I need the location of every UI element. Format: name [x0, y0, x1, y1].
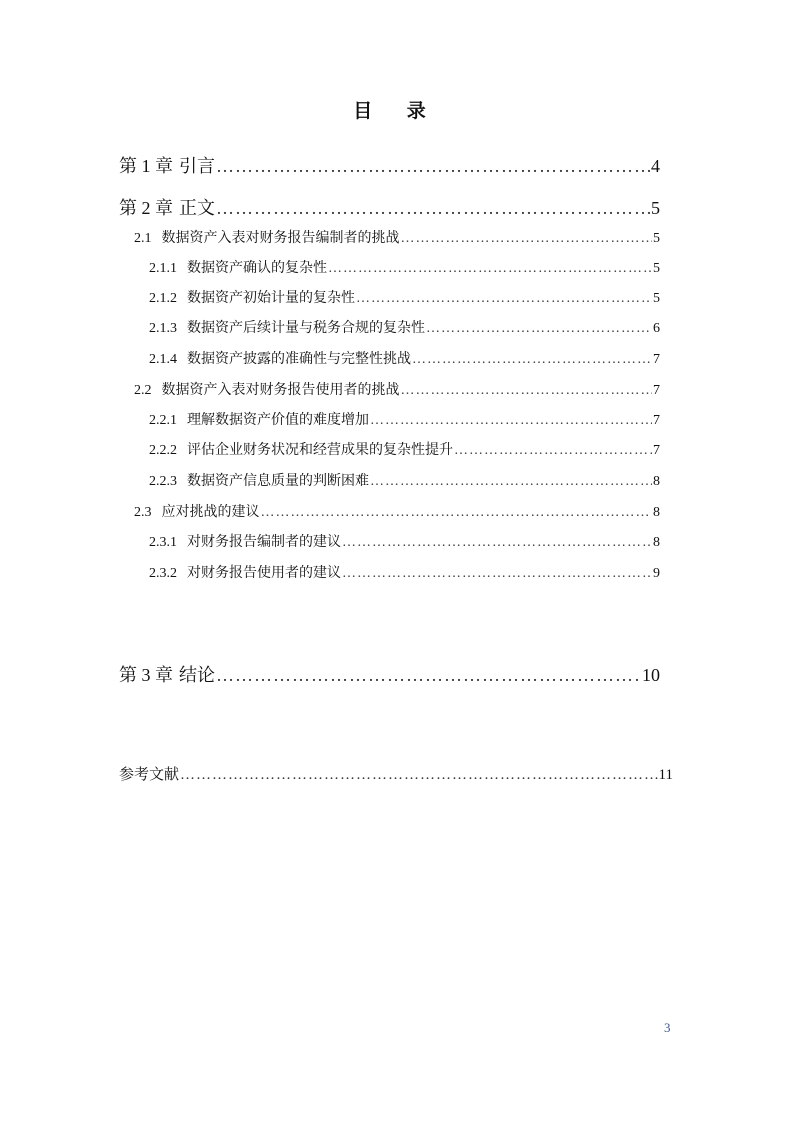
toc-entry-title: 数据资产入表对财务报告使用者的挑战	[161, 382, 400, 398]
dot-leader	[370, 474, 652, 490]
toc-entry-title: 数据资产披露的准确性与完整性挑战	[187, 351, 411, 367]
toc-entry-number: 2.1.4	[149, 352, 177, 367]
toc-entry-number: 2.2.1	[149, 413, 177, 428]
toc-entry[interactable]	[149, 348, 660, 368]
toc-entry[interactable]	[149, 257, 660, 277]
toc-entry-number: 2.3	[134, 505, 152, 520]
toc-entry-number: 第 2 章	[119, 198, 173, 218]
toc-entry-page: 5	[653, 291, 660, 306]
dot-leader	[426, 321, 652, 337]
toc-entry[interactable]	[119, 763, 673, 784]
toc-entry-page: 7	[653, 443, 660, 458]
toc-entry-number: 2.1.2	[149, 291, 177, 306]
toc-entry[interactable]	[149, 409, 660, 429]
toc-entry-number: 2.2.2	[149, 443, 177, 458]
toc-entry-page: 7	[653, 413, 660, 428]
toc-entry-title: 参考文献	[119, 765, 180, 783]
toc-entry-page: 8	[653, 535, 660, 550]
dot-leader	[216, 665, 641, 686]
toc-entry-page: 8	[653, 505, 660, 520]
toc-entry[interactable]	[119, 661, 660, 687]
dot-leader	[412, 352, 652, 368]
toc-entry[interactable]	[134, 379, 660, 399]
toc-entry-title: 评估企业财务状况和经营成果的复杂性提升	[187, 442, 453, 458]
dot-leader	[401, 383, 653, 399]
dot-leader	[216, 198, 650, 219]
toc-entry-page: 10	[642, 665, 660, 685]
toc-entry-title: 数据资产确认的复杂性	[187, 260, 327, 276]
page-number: 3	[664, 1020, 671, 1035]
toc-entry-title: 数据资产入表对财务报告编制者的挑战	[161, 230, 400, 246]
toc-entry-number: 第 1 章	[119, 156, 173, 176]
toc-entry-number: 2.2	[134, 383, 152, 398]
toc-entry-title: 理解数据资产价值的难度增加	[187, 412, 369, 428]
dot-leader	[342, 566, 652, 582]
toc-entry[interactable]	[134, 227, 660, 247]
toc-entry-page: 11	[658, 767, 673, 783]
toc-entry-title: 结论	[179, 665, 215, 686]
toc-entry-title: 对财务报告使用者的建议	[187, 565, 341, 581]
dot-leader	[401, 231, 653, 247]
toc-entry-title: 数据资产初始计量的复杂性	[187, 290, 355, 306]
dot-leader	[216, 156, 650, 177]
toc-entry-number: 2.1.1	[149, 261, 177, 276]
dot-leader	[370, 413, 652, 429]
toc-entry-title: 引言	[179, 156, 215, 177]
toc-entry[interactable]	[149, 531, 660, 551]
toc-entry-number: 2.2.3	[149, 474, 177, 489]
toc-entry-number: 2.3.2	[149, 566, 177, 581]
toc-entry-number: 2.1	[134, 231, 152, 246]
toc-entry-page: 5	[651, 198, 660, 218]
toc-entry-title: 正文	[179, 198, 215, 219]
toc-entry-page: 4	[651, 156, 660, 176]
toc-entry-page: 5	[653, 261, 660, 276]
dot-leader	[261, 505, 653, 521]
toc-entry[interactable]	[119, 152, 660, 178]
dot-leader	[356, 291, 652, 307]
toc-entry-page: 8	[653, 474, 660, 489]
dot-leader	[328, 261, 652, 277]
dot-leader	[454, 443, 652, 459]
toc-entry-page: 7	[653, 352, 660, 367]
toc-entry-title: 数据资产后续计量与税务合规的复杂性	[187, 320, 425, 336]
toc-entry-number: 第 3 章	[119, 665, 173, 685]
toc-entry[interactable]	[149, 439, 660, 459]
toc-entry[interactable]	[149, 470, 660, 490]
toc-entry-page: 9	[653, 566, 660, 581]
toc-title: 目 录	[353, 100, 440, 122]
toc-entry-page: 5	[653, 231, 660, 246]
toc-entry-page: 7	[653, 383, 660, 398]
toc-entry-title: 对财务报告编制者的建议	[187, 534, 341, 550]
toc-entry-number: 2.1.3	[149, 321, 177, 336]
toc-entry[interactable]	[134, 501, 660, 521]
toc-entry-page: 6	[653, 321, 660, 336]
toc-entry-number: 2.3.1	[149, 535, 177, 550]
dot-leader	[180, 767, 658, 784]
toc-entry[interactable]	[149, 287, 660, 307]
toc-entry-title: 数据资产信息质量的判断困难	[187, 473, 369, 489]
dot-leader	[342, 535, 652, 551]
toc-entry[interactable]	[149, 317, 660, 337]
toc-entry[interactable]	[119, 194, 660, 220]
toc-entry[interactable]	[149, 562, 660, 582]
toc-entry-title: 应对挑战的建议	[161, 504, 260, 520]
